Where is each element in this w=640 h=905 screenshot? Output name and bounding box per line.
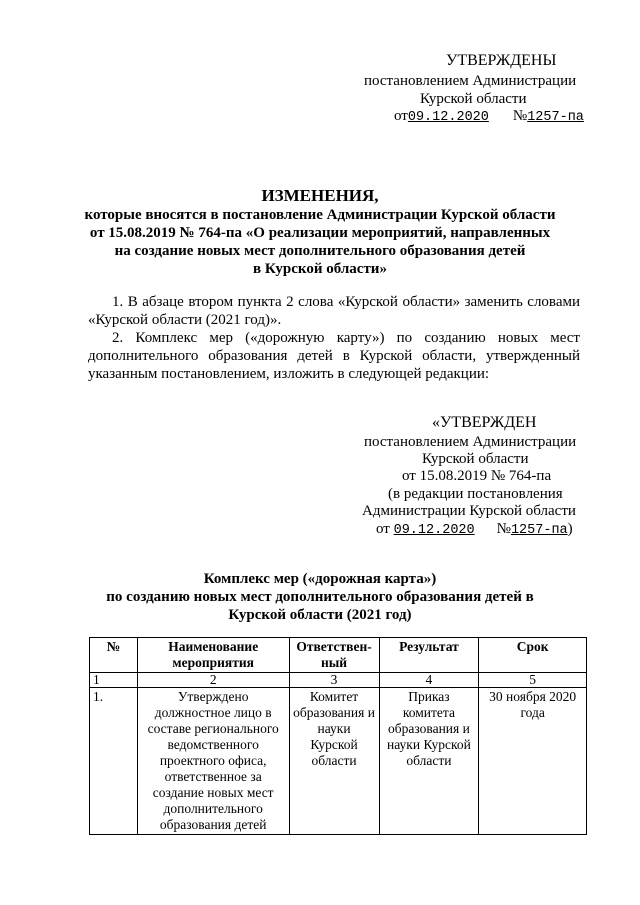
column-number: 3	[289, 673, 379, 688]
inner-number-prefix: №	[496, 521, 511, 537]
paragraph-2: 2. Комплекс мер («дорожную карту») по созданию новых мест дополнительного образования детей в Курской области, утвержденный указанным постановлением, изложить в следующей редакции:	[88, 330, 580, 382]
inner-approval-line-1: постановлением Администрации	[364, 434, 577, 450]
column-number: 2	[137, 673, 289, 688]
header-name: Наименование мероприятия	[137, 638, 289, 673]
row-deadline: 30 ноября 2020 года	[479, 688, 587, 835]
header-deadline: Срок	[479, 638, 587, 673]
table-row	[90, 688, 587, 835]
row-number: 1.	[90, 688, 138, 835]
plan-heading-line-3: Курской области (2021 год)	[228, 607, 412, 623]
column-number: 5	[479, 673, 587, 688]
row-name: Утверждено должностное лицо в составе регионального ведомственного проектного офиса, ответственное за создание новых мест дополнительного образования детей	[137, 688, 289, 835]
inner-date: 09.12.2020	[393, 523, 475, 538]
approval-line-2: Курской области	[420, 91, 527, 107]
inner-number: 1257-па	[510, 523, 568, 538]
column-number: 4	[379, 673, 479, 688]
approval-title: УТВЕРЖДЕНЫ	[446, 52, 557, 69]
inner-date-prefix: от	[376, 521, 390, 537]
inner-approval-date-line	[376, 520, 573, 540]
row-responsible: Комитет образования и науки Курской области	[289, 688, 379, 835]
approval-date: 09.12.2020	[407, 110, 489, 125]
inner-approval-line-5: Администрации Курской области	[362, 503, 576, 519]
inner-approval-title: «УТВЕРЖДЕН	[432, 414, 537, 431]
changes-line-1: которые вносятся в постановление Администрации Курской области	[84, 207, 556, 223]
approval-date-prefix: от	[394, 108, 408, 124]
inner-approval-line-2: Курской области	[422, 451, 529, 467]
header-responsible: Ответствен-ный	[289, 638, 379, 673]
column-number: 1	[90, 673, 138, 688]
inner-approval-line-3: от 15.08.2019 № 764-па	[402, 468, 552, 484]
changes-line-4: в Курской области»	[253, 261, 387, 277]
approval-number: 1257-па	[527, 110, 584, 125]
approval-date-line	[394, 107, 584, 127]
changes-line-3: на создание новых мест дополнительного образования детей	[114, 243, 526, 259]
plan-heading-line-2: по созданию новых мест дополнительного образования детей в	[106, 589, 534, 605]
row-result: Приказ комитета образования и науки Курской области	[379, 688, 479, 835]
table-header-row	[90, 638, 587, 673]
header-result: Результат	[379, 638, 479, 673]
table-column-numbers-row	[90, 673, 587, 688]
changes-line-2: от 15.08.2019 № 764-па «О реализации мероприятий, направленных	[89, 225, 551, 241]
inner-approval-line-4: (в редакции постановления	[388, 486, 563, 502]
header-number: №	[90, 638, 138, 673]
approval-line-1: постановлением Администрации	[364, 73, 577, 89]
measures-table	[89, 637, 587, 835]
plan-heading-line-1: Комплекс мер («дорожная карта»)	[203, 571, 437, 587]
approval-number-prefix: №	[512, 108, 528, 124]
inner-closing: )	[567, 521, 573, 537]
paragraph-1: 1. В абзаце втором пункта 2 слова «Курской области» заменить словами «Курской области (2021 год)».	[88, 294, 580, 328]
changes-title: ИЗМЕНЕНИЯ,	[261, 186, 379, 205]
